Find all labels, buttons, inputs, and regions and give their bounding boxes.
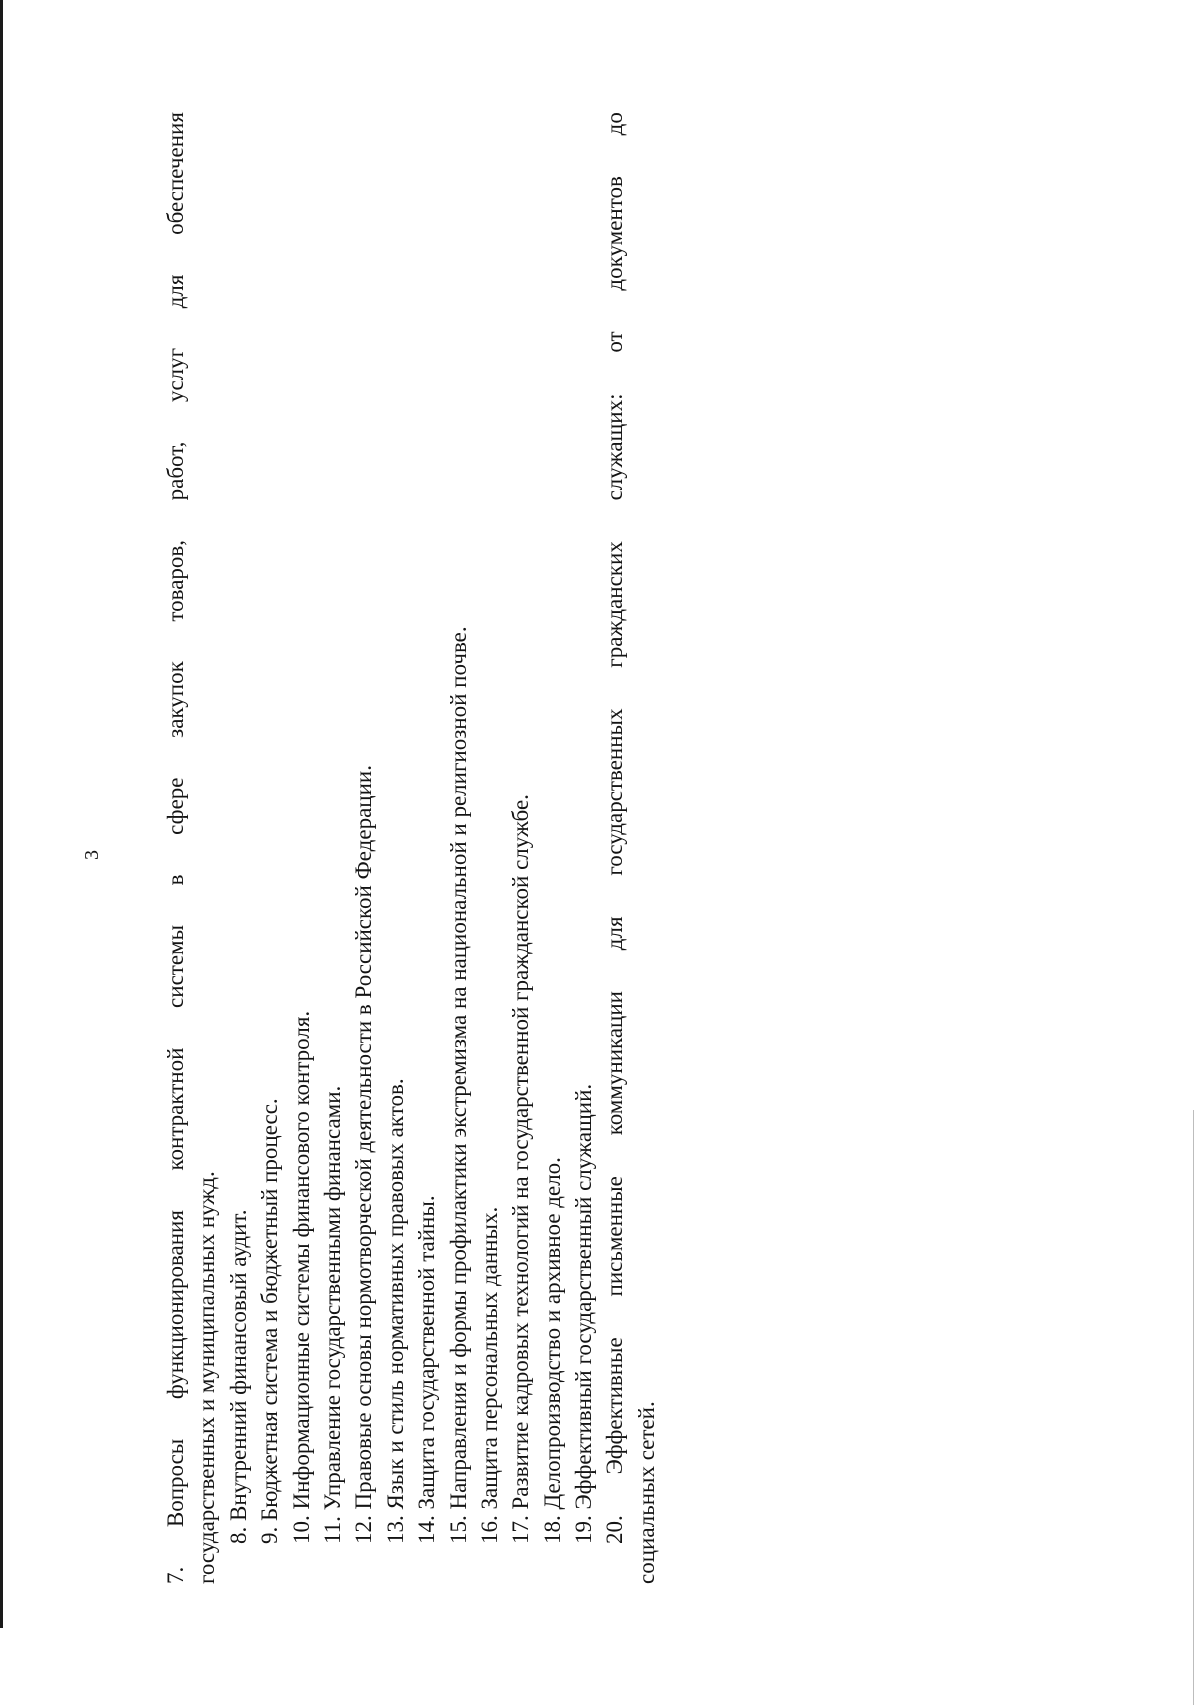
- word: от: [602, 331, 628, 353]
- list-item-17: 17. Развитие кадровых технологий на государственной гражданской службе.: [508, 794, 534, 1544]
- list-item-13: 13. Язык и стиль нормативных правовых актов.: [382, 1078, 408, 1544]
- word: письменные: [602, 1176, 628, 1297]
- list-item-15: 15. Направления и формы профилактики экстремизма на национальной и религиозной почве.: [445, 626, 471, 1544]
- list-item-10: 10. Информационные системы финансового контроля.: [288, 1010, 314, 1544]
- word: коммуникации: [602, 991, 628, 1136]
- word: государственных: [602, 708, 628, 876]
- list-item-16: 16. Защита персональных данных.: [476, 1206, 502, 1544]
- word: 7.: [163, 1566, 188, 1584]
- word: в: [163, 874, 188, 886]
- word: системы: [163, 924, 188, 1008]
- word: до: [602, 112, 628, 136]
- page-number: 3: [81, 850, 103, 860]
- word: сфере: [163, 777, 188, 835]
- list-item-18: 18. Делопроизводство и архивное дело.: [539, 1157, 565, 1544]
- list-item-11: 11. Управление государственными финансами.: [319, 1085, 345, 1544]
- list-item-7-line-2: государственных и муниципальных нужд.: [194, 1171, 220, 1584]
- exam-questions-list: [160, 112, 659, 1584]
- word: функционирования: [163, 1210, 188, 1400]
- list-item-8: 8. Внутренний финансовый аудит.: [225, 1209, 251, 1544]
- word: документов: [602, 176, 628, 291]
- word: для: [602, 916, 628, 951]
- word: Вопросы: [163, 1438, 188, 1528]
- word: гражданских: [602, 541, 628, 668]
- list-item-9: 9. Бюджетная система и бюджетный процесс.: [257, 1098, 283, 1544]
- word: служащих:: [602, 393, 628, 501]
- list-item-20-line-1: [599, 112, 630, 1584]
- word: 20.: [602, 1515, 628, 1544]
- scan-edge: [0, 0, 3, 1628]
- word: для: [163, 274, 188, 309]
- word: работ,: [163, 441, 188, 501]
- word: закупок: [163, 661, 188, 738]
- scan-edge-right: [1193, 1110, 1194, 1705]
- word: обеспечения: [163, 112, 188, 235]
- list-item-14: 14. Защита государственной тайны.: [414, 1195, 440, 1544]
- list-item-20-line-2: социальных сетей.: [633, 1401, 659, 1584]
- word: товаров,: [163, 539, 188, 622]
- list-item-19: 19. Эффективный государственный служащий.: [571, 1083, 597, 1544]
- word: контрактной: [163, 1047, 188, 1171]
- list-item-12: 12. Правовые основы нормотворческой деятельности в Российской Федерации.: [351, 765, 377, 1544]
- list-item-7-line-1: [160, 112, 191, 1584]
- word: Эффективные: [602, 1337, 628, 1475]
- word: услуг: [163, 347, 188, 403]
